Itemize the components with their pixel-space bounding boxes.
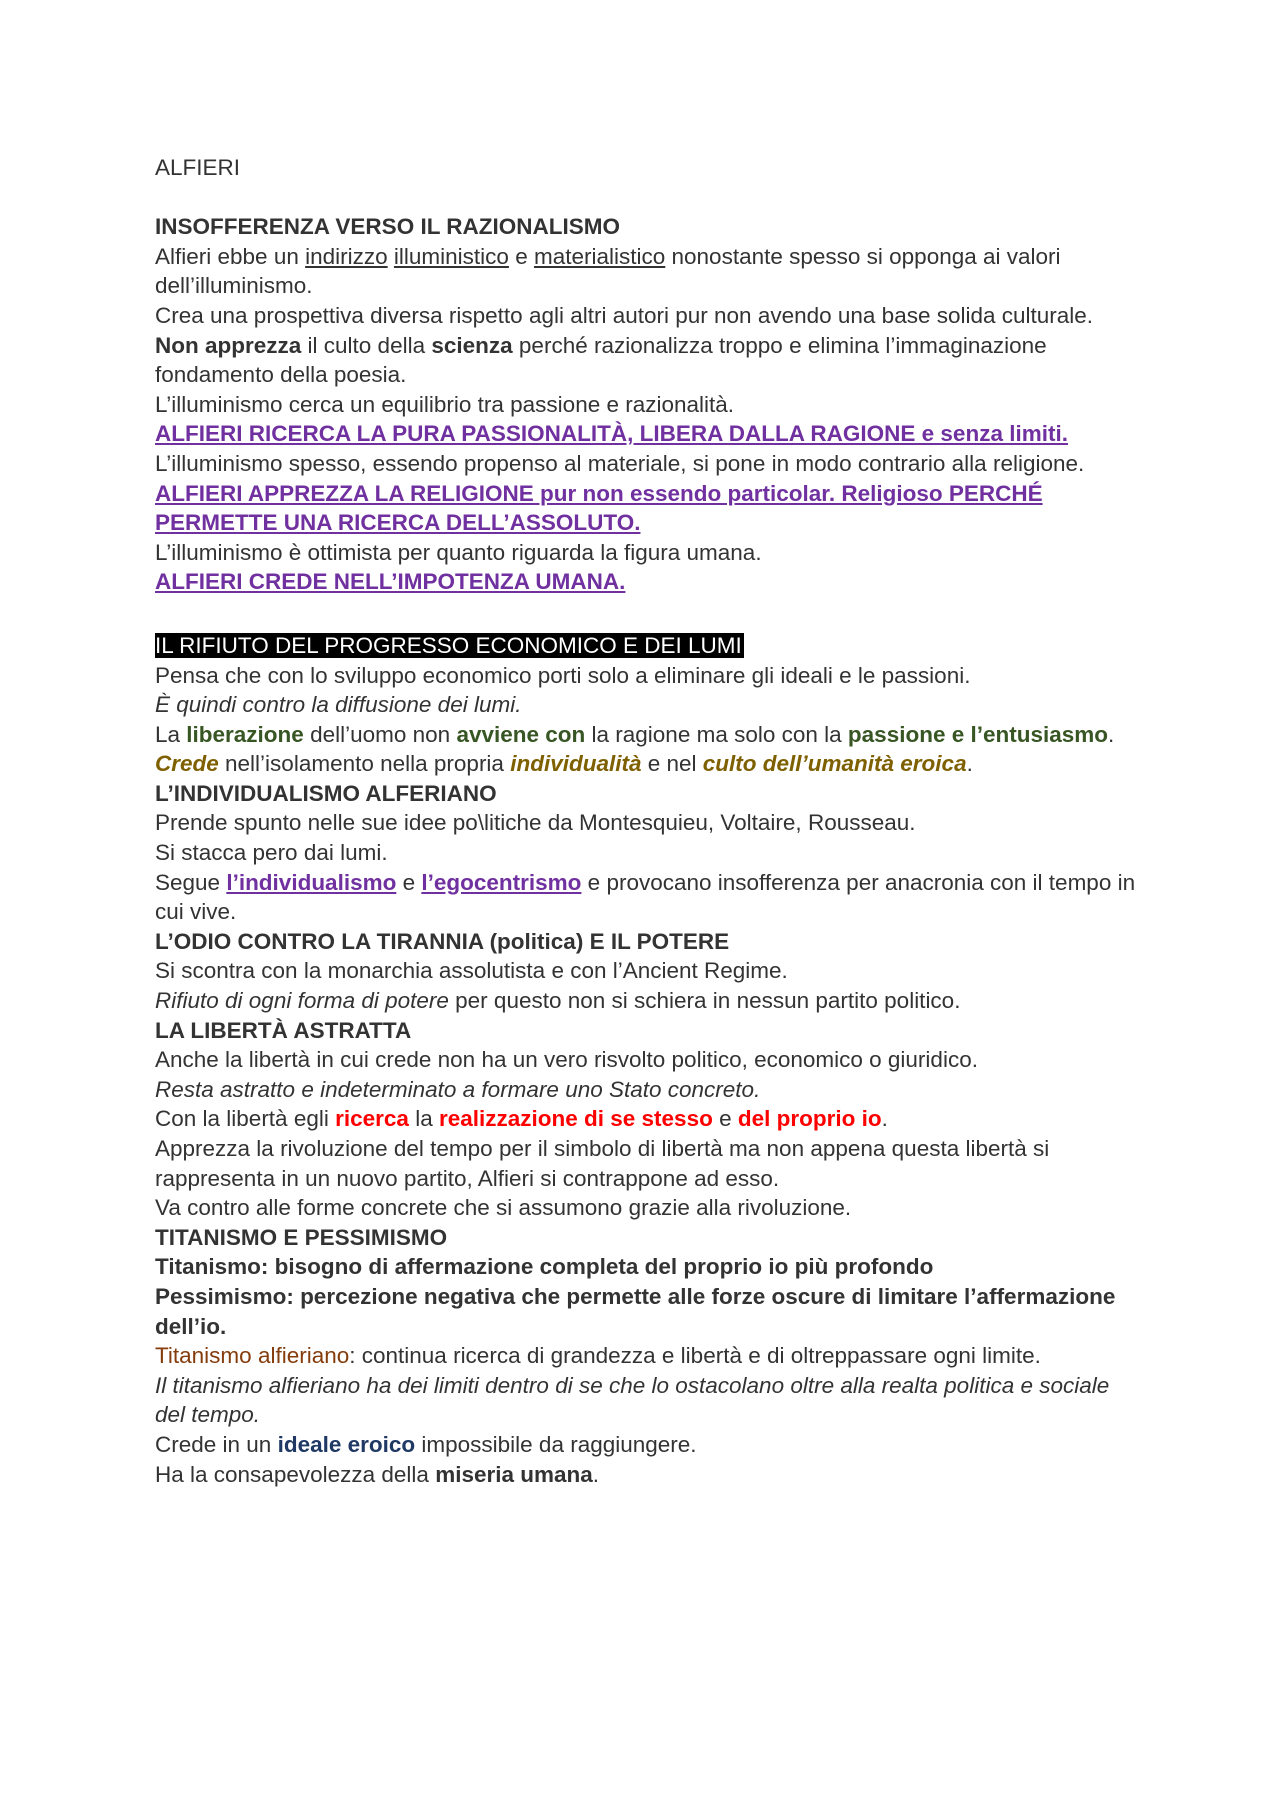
underlined-term: materialistico [533,243,666,269]
italic-paragraph: Resta astratto e indeterminato a formare uno Stato concreto. [155,1076,761,1102]
italic-term: Rifiuto di ogni forma di potere [155,988,449,1014]
definition-titanismo: Titanismo: bisogno di affermazione completa del proprio io più profondo [155,1254,934,1280]
paragraph: Si stacca pero dai lumi. [155,840,388,866]
section-heading-tirannia: L’ODIO CONTRO LA TIRANNIA (politica) E IL POTERE [155,928,730,954]
text-run: per questo non si schiera in nessun partito politico. [448,988,961,1014]
text-run: dell’uomo non [303,721,457,747]
text-run: impossibile da raggiungere. [415,1431,697,1457]
paragraph [155,1460,1145,1490]
text-run: Con la libertà egli [155,1106,336,1132]
gold-term: individualità [510,751,642,777]
green-term: avviene con [456,721,586,747]
text-run: e nel [641,751,703,777]
underlined-term: indirizzo [305,243,388,269]
italic-paragraph: È quindi contro la diffusione dei lumi. [155,692,522,718]
purple-term: l’individualismo [226,869,397,895]
paragraph [155,1104,1145,1134]
text-run: e [396,869,422,895]
section-heading-progresso [155,631,1145,661]
text-run: . [966,751,973,777]
green-term: passione e l’entusiasmo [847,721,1109,747]
navy-term: ideale eroico [277,1431,416,1457]
bold-term: scienza [431,332,513,358]
purple-highlight-passionalita: ALFIERI RICERCA LA PURA PASSIONALITÀ, LIBERA DALLA RAGIONE e senza limiti. [155,421,1068,447]
section-heading-titanismo: TITANISMO E PESSIMISMO [155,1224,448,1250]
text-run: e [508,243,534,269]
text-run: . [1108,721,1115,747]
paragraph [155,1430,1145,1460]
paragraph: Prende spunto nelle sue idee po\litiche da Montesquieu, Voltaire, Rousseau. [155,810,916,836]
paragraph: Anche la libertà in cui crede non ha un vero risvolto politico, economico o giuridico. [155,1047,978,1073]
paragraph [155,868,1145,927]
purple-highlight-religione: ALFIERI APPREZZA LA RELIGIONE pur non essendo particolar. Religioso PERCHÉ PERMETTE UNA RICERCA DELL’ASSOLUTO. [155,480,1043,536]
spacer [155,183,1145,213]
section-heading-liberta: LA LIBERTÀ ASTRATTA [155,1017,412,1043]
red-term: del proprio io [737,1106,882,1132]
text-run: perché razionalizza troppo e elimina l’immaginazione fondamento della poesia. [155,332,1047,388]
bold-term: Non apprezza [155,332,302,358]
text-run: la [408,1106,439,1132]
brown-term: Titanismo alfieriano [155,1343,350,1369]
paragraph: L’illuminismo spesso, essendo propenso al materiale, si pone in modo contrario alla religione. [155,450,1085,476]
paragraph: Va contro alle forme concrete che si assumono grazie alla rivoluzione. [155,1195,852,1221]
red-term: realizzazione di se stesso [438,1106,713,1132]
paragraph: Crea una prospettiva diversa rispetto agli altri autori pur non avendo una base solida culturale. [155,302,1094,328]
document-title: ALFIERI [155,155,241,180]
paragraph: L’illuminismo è ottimista per quanto riguarda la figura umana. [155,539,762,565]
red-term: ricerca [335,1106,409,1132]
text-run: . [881,1106,888,1132]
text-run: Segue [155,869,227,895]
section-heading-individualismo: L’INDIVIDUALISMO ALFERIANO [155,780,497,806]
section-heading-razionalismo: INSOFFERENZA VERSO IL RAZIONALISMO [155,214,621,240]
text-run: La [155,721,187,747]
text-run: : continua ricerca di grandezza e libertà e di oltreppassare ogni limite. [349,1343,1041,1369]
spacer [155,597,1145,631]
paragraph: Pensa che con lo sviluppo economico porti solo a eliminare gli ideali e le passioni. [155,662,971,688]
paragraph [155,331,1145,390]
paragraph: L’illuminismo cerca un equilibrio tra passione e razionalità. [155,391,735,417]
paragraph [155,1341,1145,1371]
text-run: Ha la consapevolezza della [155,1461,436,1487]
document-body [155,153,1145,1489]
paragraph [155,749,1145,779]
text-run: il culto della [301,332,432,358]
paragraph: Si scontra con la monarchia assolutista e con l’Ancient Regime. [155,958,788,984]
paragraph [155,986,1145,1016]
underlined-term: illuministico [393,243,509,269]
italic-paragraph: Il titanismo alfieriano ha dei limiti dentro di se che lo ostacolano oltre alla realta politica e sociale del tempo. [155,1372,1110,1428]
gold-term: Crede [155,751,219,777]
purple-highlight-impotenza: ALFIERI CREDE NELL’IMPOTENZA UMANA. [155,569,626,595]
green-term: liberazione [186,721,304,747]
text-run: e provocano insofferenza per anacronia con il tempo in cui vive. [155,869,1136,925]
text-run: la ragione ma solo con la [585,721,848,747]
text-run: nonostante spesso si opponga ai valori dell’illuminismo. [155,243,1061,299]
highlighted-heading: IL RIFIUTO DEL PROGRESSO ECONOMICO E DEI LUMI [155,632,742,658]
bold-term: miseria umana [435,1461,593,1487]
paragraph [155,720,1145,750]
paragraph [155,242,1145,301]
gold-term: culto dell’umanità eroica [702,751,967,777]
purple-term: l’egocentrismo [421,869,582,895]
text-run: nell’isolamento nella propria [218,751,511,777]
paragraph: Apprezza la rivoluzione del tempo per il simbolo di libertà ma non appena questa libertà si rappresenta in un nuovo partito, Alfieri si contrappone ad esso. [155,1136,1050,1191]
text-run: Alfieri ebbe un [155,243,306,269]
text-run: Crede in un [155,1431,278,1457]
text-run: . [592,1461,600,1487]
definition-pessimismo: Pessimismo: percezione negativa che permette alle forze oscure di limitare l’affermazione dell’io. [155,1283,1116,1339]
text-run: e [712,1106,738,1132]
